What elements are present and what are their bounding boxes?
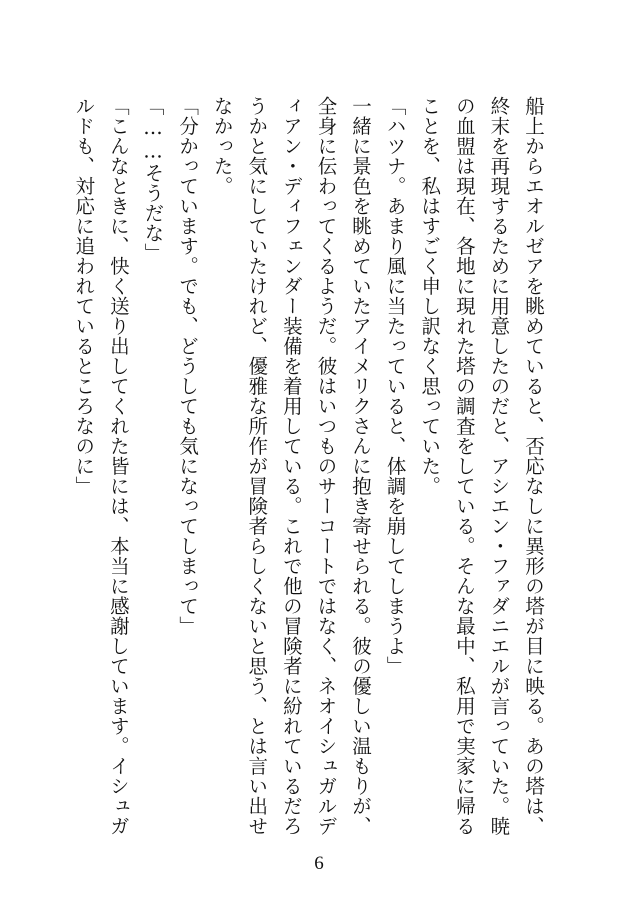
vertical-text-body	[66, 96, 550, 844]
page-number: 6	[314, 853, 324, 874]
paragraph-dialogue-4: 「こんなときに、快く送り出してくれた皆には、本当に感謝しています。イシュガルドも、対応に追われているところなのに」	[72, 96, 130, 836]
paragraph-dialogue-3: 「……そうだな」	[141, 96, 165, 263]
paragraph-dialogue-2: 「分かっています。でも、どうしても気になってしまって」	[176, 96, 200, 636]
paragraph-narration-2: 一緒に景色を眺めていたアイメリクさんに抱き寄せられる。彼の優しい温もりが、全身に伝わってくるようだ。彼はいつものサーコートではなく、ネオイシュガルディアン・ディフェンダー装備を着用している。これで他の冒険者に紛れているだろうかと気にしていたけれど、優雅な所作が冒険者らしくないと思う、とは言い出せなかった。	[210, 96, 373, 836]
paragraph-narration-1: 船上からエオルゼアを眺めていると、否応なしに異形の塔が目に映る。あの塔は、終末を再現するために用意したのだと、アシエン・ファダニエルが言っていた。暁の血盟は現在、各地に現れた塔の調査をしている。そんな最中、私用で実家に帰ることを、私はすごく申し訳なく思っていた。	[418, 96, 545, 836]
paragraph-dialogue-1: 「ハツナ。あまり風に当たっていると、体調を崩してしまうよ」	[383, 96, 407, 676]
